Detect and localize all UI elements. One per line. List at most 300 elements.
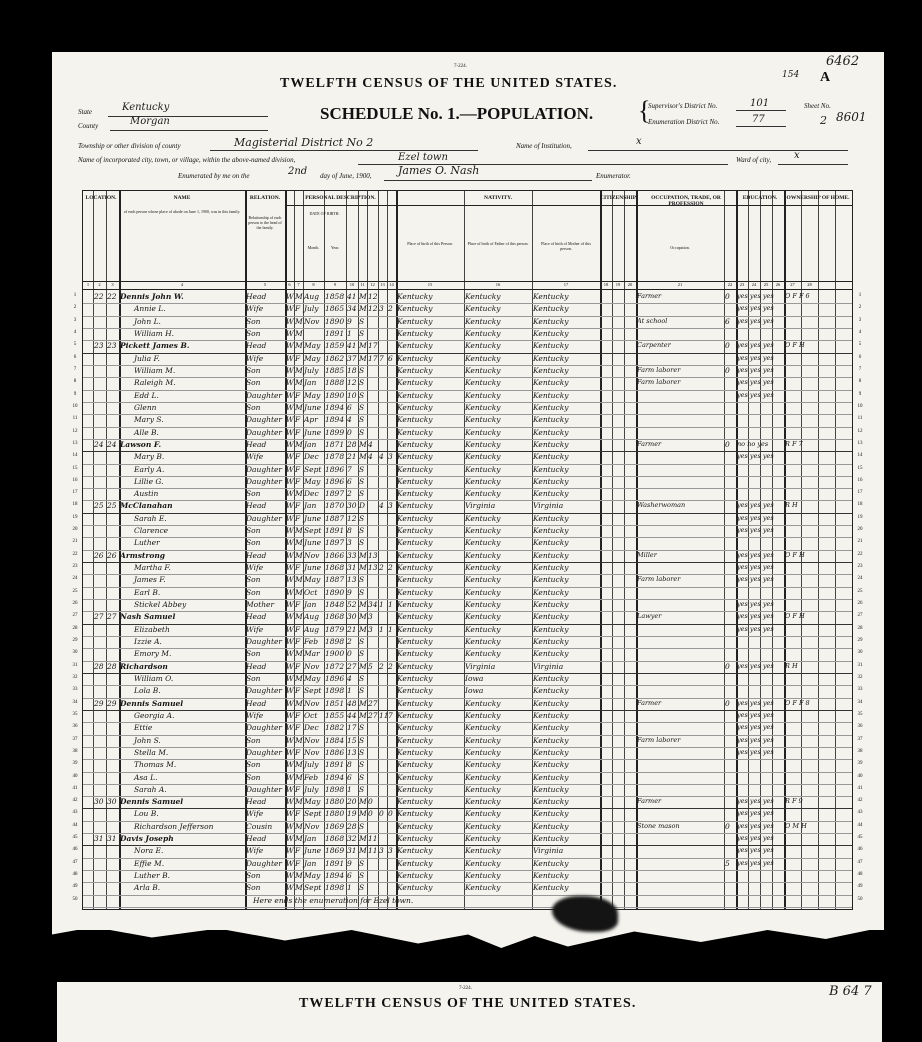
line-number-right: 31 — [857, 662, 863, 668]
birthplace-mother: Kentucky — [533, 489, 569, 499]
birthplace-person: Kentucky — [397, 587, 433, 597]
birth-month: Dec — [304, 723, 319, 733]
line-number-right: 23 — [857, 564, 863, 569]
color: W — [286, 883, 294, 893]
occupation: Farmer — [637, 439, 662, 448]
line-number-right: 13 — [857, 440, 863, 446]
birth-year: 1897 — [325, 489, 345, 499]
column-number: 15 — [427, 282, 433, 287]
marital-status: S — [359, 476, 365, 486]
birth-month: Nov — [304, 821, 320, 831]
sex: M — [295, 526, 303, 536]
birthplace-father: Kentucky — [465, 415, 501, 425]
occupation: Washerwoman — [637, 501, 686, 510]
color: W — [286, 353, 294, 363]
color: W — [286, 489, 294, 499]
line-number-right: 1 — [858, 293, 862, 298]
sex: M — [295, 649, 303, 659]
birth-month: July — [304, 304, 319, 314]
birthplace-father: Kentucky — [465, 600, 501, 609]
relation: Son — [246, 378, 261, 388]
birth-month: Jan — [304, 439, 317, 449]
birthplace-father: Kentucky — [465, 637, 501, 646]
column-subheader: Place of birth of Father of this person. — [467, 241, 529, 246]
birthplace-person: Kentucky — [397, 575, 433, 585]
birthplace-father: Kentucky — [465, 378, 501, 388]
birth-month: July — [304, 365, 319, 375]
birth-month: Mar — [304, 649, 320, 659]
birthplace-mother: Kentucky — [533, 563, 569, 572]
birthplace-father: Kentucky — [465, 526, 501, 536]
age: 30 — [347, 612, 357, 622]
person-name: John L. — [134, 316, 161, 326]
person-name: William O. — [134, 673, 174, 683]
age: 6 — [347, 871, 352, 880]
birth-month: Aug — [304, 624, 320, 634]
birthplace-mother: Kentucky — [533, 365, 569, 375]
birthplace-mother: Kentucky — [533, 809, 569, 819]
birthplace-person: Kentucky — [397, 316, 433, 326]
relation: Daughter — [246, 637, 282, 646]
marital-status: S — [359, 316, 365, 326]
birthplace-mother: Virginia — [533, 846, 564, 856]
line-number-right: 21 — [857, 539, 863, 545]
home-ownership: R F 9 — [785, 797, 803, 806]
line-number: 22 — [72, 551, 78, 557]
occupation: Lawyer — [637, 612, 662, 621]
line-number: 10 — [72, 403, 78, 409]
birth-year: 1862 — [325, 353, 345, 363]
color: W — [286, 735, 294, 745]
column-number: 19 — [615, 282, 621, 287]
sex: M — [295, 489, 303, 499]
marital-status: S — [359, 747, 365, 757]
years-married: 12 — [368, 304, 378, 314]
marital-status: M — [359, 341, 367, 351]
occupation: At school — [637, 316, 668, 325]
birth-year: 1878 — [325, 452, 345, 462]
occupation: Farm laborer — [637, 735, 681, 744]
line-number: 42 — [72, 798, 78, 804]
home-ownership: O F H — [785, 550, 805, 559]
column-group-header: RELATION. — [249, 195, 281, 201]
line-number-right: 29 — [857, 638, 863, 643]
sex: M — [295, 402, 303, 412]
line-number: 17 — [72, 490, 78, 496]
line-number: 27 — [72, 613, 78, 619]
birth-year: 1898 — [325, 784, 345, 794]
sex: F — [295, 747, 301, 757]
line-number: 25 — [72, 588, 78, 594]
person-name: William M. — [134, 365, 176, 375]
occupation: Farm laborer — [637, 378, 681, 387]
birthplace-person: Kentucky — [397, 501, 433, 511]
dwelling-number: 23 — [94, 341, 104, 351]
line-number-right: 34 — [857, 699, 863, 705]
color: W — [286, 341, 294, 351]
birthplace-mother: Kentucky — [533, 821, 569, 831]
color: W — [286, 390, 294, 400]
line-number: 47 — [72, 859, 78, 865]
dwelling-number: 26 — [94, 550, 104, 560]
marital-status: S — [359, 365, 365, 375]
relation: Son — [246, 316, 261, 326]
birth-year: 1868 — [325, 834, 345, 844]
birthplace-person: Kentucky — [397, 365, 433, 375]
birthplace-person: Kentucky — [397, 735, 433, 745]
marital-status: M — [359, 452, 367, 462]
family-number: 25 — [107, 501, 117, 511]
incorporated-label: Name of incorporated city, town, or village, within the above-named division, — [78, 156, 296, 164]
home-ownership: O F H — [785, 341, 805, 350]
line-number-right: 26 — [857, 601, 863, 606]
birth-month: Aug — [304, 292, 320, 301]
line-number: 46 — [72, 847, 78, 853]
birth-year: 1868 — [325, 563, 345, 572]
dwelling-number: 27 — [94, 612, 104, 622]
age: 18 — [347, 365, 357, 375]
color: W — [286, 698, 294, 708]
marital-status: M — [359, 834, 367, 844]
occupation: Farmer — [637, 292, 662, 300]
person-name: Early A. — [134, 464, 165, 474]
line-number: 28 — [72, 625, 78, 631]
years-married: 27 — [368, 698, 378, 708]
relation: Son — [246, 526, 261, 536]
birthplace-father: Kentucky — [465, 402, 501, 412]
birthplace-father: Kentucky — [465, 538, 501, 548]
column-group-header: PERSONAL DESCRIPTION. — [305, 195, 376, 201]
birth-month: Jan — [304, 858, 317, 868]
marital-status: S — [359, 649, 365, 659]
color: W — [286, 476, 294, 486]
birthplace-person: Kentucky — [397, 612, 433, 622]
birth-year: 1848 — [325, 600, 345, 609]
birthplace-father: Kentucky — [465, 612, 501, 622]
line-number-right: 44 — [857, 822, 863, 828]
occupation: Carpenter — [637, 341, 671, 350]
birthplace-mother: Kentucky — [533, 784, 569, 794]
sex: F — [295, 464, 301, 474]
birth-month: June — [304, 513, 322, 523]
birthplace-mother: Kentucky — [533, 772, 569, 782]
color: W — [286, 600, 294, 609]
birth-year: 1865 — [325, 304, 345, 314]
children-living: 2 — [388, 661, 393, 671]
enumeration-end-note: Here ends the enumeration for Ezel town. — [253, 895, 414, 905]
children-living: 3 — [388, 846, 393, 856]
age: 21 — [347, 452, 357, 462]
family-number: 28 — [107, 661, 117, 671]
relation: Daughter — [246, 390, 282, 400]
line-number: 18 — [72, 502, 78, 508]
birthplace-mother: Kentucky — [533, 587, 569, 597]
birth-month: Apr — [304, 415, 318, 425]
birth-year: 1869 — [325, 846, 345, 856]
color: W — [286, 587, 294, 597]
column-number: 8 — [312, 282, 315, 287]
birthplace-person: Kentucky — [397, 402, 433, 412]
relation: Cousin — [246, 821, 273, 831]
age: 9 — [347, 858, 352, 868]
birth-month: Nov — [304, 747, 320, 757]
birthplace-person: Kentucky — [397, 871, 433, 880]
sex: F — [295, 353, 301, 363]
birthplace-person: Kentucky — [397, 649, 433, 659]
person-name: Dennis Samuel — [120, 797, 184, 807]
person-name: Edd L. — [134, 390, 159, 400]
education: yes yes yes — [737, 612, 774, 621]
birthplace-father: Kentucky — [465, 747, 501, 757]
age: 28 — [347, 821, 357, 831]
birth-year: 1870 — [325, 501, 345, 511]
column-number: 6 — [288, 282, 291, 287]
column-number: 2 — [98, 282, 101, 287]
line-number: 34 — [72, 699, 78, 705]
color: W — [286, 501, 294, 511]
column-number: 26 — [775, 282, 781, 287]
color: W — [286, 365, 294, 375]
birthplace-person: Kentucky — [397, 550, 433, 560]
person-name: Pickett James B. — [120, 341, 190, 351]
header-rule — [285, 205, 852, 206]
column-number: 21 — [677, 282, 683, 287]
sex: F — [295, 637, 301, 646]
enumerator-label: Enumerator. — [596, 172, 631, 180]
birth-month: Jan — [304, 378, 317, 388]
birthplace-person: Kentucky — [397, 834, 433, 844]
birthplace-mother: Kentucky — [533, 575, 569, 585]
sex: F — [295, 784, 301, 794]
age: 10 — [347, 390, 357, 400]
sex: M — [295, 760, 303, 770]
birthplace-mother: Kentucky — [533, 402, 569, 412]
relation: Wife — [246, 809, 264, 819]
birth-year: 1890 — [325, 587, 345, 597]
birthplace-person: Kentucky — [397, 883, 433, 893]
line-number: 20 — [72, 527, 78, 533]
institution-value: x — [636, 136, 642, 147]
column-number: 12 — [370, 282, 375, 287]
birth-month: Jan — [304, 834, 317, 844]
age: 32 — [347, 834, 357, 844]
months-unemployed: 0 — [725, 439, 730, 449]
age: 9 — [347, 316, 352, 326]
children-born: 3 — [379, 304, 384, 314]
birth-year: 1900 — [325, 649, 345, 659]
column-subheader: DATE OF BIRTH. — [309, 211, 340, 216]
column-number: 24 — [751, 282, 757, 287]
birth-month: June — [304, 427, 322, 437]
line-number-right: 10 — [857, 403, 863, 409]
education: yes yes yes — [737, 797, 774, 806]
state-value: Kentucky — [122, 102, 170, 113]
age: 0 — [347, 649, 352, 659]
occupation: Farmer — [637, 698, 662, 707]
birth-month: Sept — [304, 526, 322, 536]
color: W — [286, 427, 294, 437]
education: yes yes yes — [737, 723, 774, 732]
census-sheet: 7-224. TWELFTH CENSUS OF THE UNITED STATES. 154 A 6462 State Kentucky County Morgan SCHEDULE No. 1.—POPULATION. { Supervisor's District No. 101 Enumeration District No. 77 Sheet No. 2 8601 Township or other division of county Magisterial District No 2 Name of Institution, x Name of incorporated city, town, or village, within the above-named division, Ezel town Ward of city, x Enumerated by me on the 2nd day of June, 1900, James O. Nash Enumerator. LOCATION. NAME RELATION. PERSONAL DESCRIPTION. NATIVITY. CITIZENSHIP. OCCUPATION, TRADE, OR PROFESSION EDUCATION. OWNERSHIP OF HOME. of each person whose place of abode on June 1, 1900, was in this family. Relationship of each person to the head of the family. DATE OF BIRTH. Month. Year. Place of birth of this Person. Place of birth of Father of this person. Place of birth of Mother of this person. Occupation. 1 2 3 4 5 6 7 8 9 10 11 12 13 14 15 16 17 18 19 20 21 22 23 24 25 26 27 28 1 1 22 22 Dennis John W. Head W M Aug 1858 41 M 12 Kentucky Kentucky Kentucky Farmer 0 yes yes yes O F F 6 2 2 Annie L. Wife W F July 1865 34 M 12 3 2 Kentucky Kentucky Kentucky yes yes yes 3 3 John L. Son W M Nov 1890 9 S Kentucky Kentucky Kentucky At school 6 yes yes yes 4 4 William H. Son W M 1891 1 S Kentucky Kentucky Kentucky 5 5 23 23 Pickett James B. Head W M May 1859 41 M 17 Kentucky Kentucky Kentucky Carpenter 0 yes yes yes O F H 6 6 Julia F. Wife W F May 1862 37 M 17 7 6 Kentucky Kentucky Kentucky yes yes yes 7 7 William M. Son W M July 1885 18 S Kentucky Kentucky Kentucky Farm laborer 0 yes yes yes 8 8 Raleigh M. Son W M Jan 1888 12 S Kentucky Kentucky Kentucky Farm laborer yes yes yes 9 9 Edd L. Daughter W F May 1890 10 S Kentucky Kentucky Kentucky yes yes yes 10 10 Glenn Son W M June 1894 6 S Kentucky Kentucky Kentucky 11 11 Mary S. Daughter W F Apr 1894 4 S Kentucky Kentucky Kentucky 12 12 Alle B. Daughter W F June 1899 0 S Kentucky Kentucky Kentucky 13 13 24 24 Lawson F. Head W M Jan 1871 28 M 4 Kentucky Kentucky Kentucky Farmer 0 no no yes R F 7 14 14 Mary B. Wife W F Dec 1878 21 M 4 4 3 Kentucky Kentucky Kentucky yes yes yes 15 15 Early A. Daughter W F Sept 1896 7 S Kentucky Kentucky Kentucky 16 16 Lillie G. Daughter W F May 1896 6 S Kentucky Kentucky Kentucky 17 17 Austin Son W M Dec 1897 2 S Kentucky Kentucky Kentucky 18 18 25 25 McClanahan Head W F Jan 1870 30 D 4 3 Kentucky Virginia Virginia Washerwoman yes yes yes R H 19 19 Sarah E. Daughter W F June 1887 12 S Kentucky Kentucky Kentucky yes yes yes 20 20 Clarence Son W M Sept 1891 8 S Kentucky Kentucky Kentucky yes yes yes 21 21 Luther Son W M June 1897 3 S Kentucky Kentucky Kentucky 22 22 26 26 Armstrong Head W M Nov 1866 33 M 13 Kentucky Kentucky Kentucky Miller yes yes yes O F H 23 23 Martha F. Wife W F June 1868 31 M 13 2 2 Kentucky Kentucky Kentucky yes yes yes 24 24 James F. Son W M May 1887 13 S Kentucky Kentucky Kentucky Farm laborer yes yes yes 25 25 Earl B. Son W M Oct 1890 9 S Kentucky Kentucky Kentucky 26 26 Stickel Abbey Mother W F Jan 1848 52 M 34 1 1 Kentucky Kentucky Kentucky yes yes yes 27 27 27 27 Nash Samuel Head W M Aug 1868 30 M 3 Kentucky Kentucky Kentucky Lawyer yes yes yes O F H 28 28 Elizabeth Wife W F Aug 1879 21 M 3 1 1 Kentucky Kentucky Kentucky yes yes yes 29 29 Izzie A. Daughter W F Feb 1898 2 S Kentucky Kentucky Kentucky 30 30 Emory M. Son W M Mar 1900 0 S Kentucky Kentucky Kentucky 31 31 28 28 Richardson Head W F Nov 1872 27 M 5 2 2 Kentucky Virginia Virginia 0 yes yes yes R H 32 32 William O. Son W M May 1896 4 S Kentucky Iowa Kentucky 33 33 Lola B. Daughter W F Sept 1898 1 S Kentucky Iowa Kentucky 34 34 29 29 Dennis Samuel Head W M Nov 1851 48 M 27 Kentucky Kentucky Kentucky Farmer 0 yes yes yes O F F 8 35 35 Georgia A. Wife W F Oct 1855 44 M 27 11 7 Kentucky Kentucky Kentucky yes yes yes 36 36 Ettie Daughter W F Dec 1882 17 S Kentucky Kentucky Kentucky yes yes yes 37 37 John S. Son W M Nov 1884 15 S Kentucky Kentucky Kentucky Farm laborer yes yes yes 38 38 Stella M. Daughter W F Nov 1886 13 S Kentucky Kentucky Kentucky yes yes yes 39 39 Thomas M. Son W M July 1891 8 S Kentucky Kentucky Kentucky 40 40 Asa L. Son W M Feb 1894 6 S Kentucky Kentucky Kentucky 41 41 Sarah A. Daughter W F July 1898 1 S Kentucky Kentucky Kentucky 42 42 30 30 Dennis Samuel Head W M May 1880 20 M 0 Kentucky Kentucky Kentucky Farmer yes yes yes R F 9 43 43 Lou B. Wife W F Sept 1880 19 M 0 0 0 Kentucky Kentucky Kentucky yes yes yes 44 44 Richardson Jefferson Cousin W M Nov 1869 28 S Kentucky Kentucky Kentucky Stone mason 0 yes yes yes O M H 45 45 31 31 Davis Joseph Head W M Jan 1868 32 M 11 Kentucky Kentucky Kentucky yes yes yes 46 46 Nora E. Wife W F June 1869 31 M 11 3 3 Kentucky Kentucky Virginia yes yes yes 47 47 Effie M. Daughter W F Jan 1891 9 S Kentucky Kentucky Kentucky 5 yes yes yes 48 48 Luther B. Son W M May 1894 6 S Kentucky Kentucky Kentucky 49 49 Arla B. Son W M Sept 1898 1 S Kentucky Kentucky Kentucky 50 50 Here ends the enumeration for Ezel town. — [52, 52, 884, 930]
family-number: 29 — [107, 698, 117, 708]
person-name: William H. — [134, 329, 175, 338]
education: yes yes yes — [737, 747, 774, 756]
column-number: 25 — [763, 282, 769, 287]
sex: M — [295, 871, 303, 880]
person-name: Nora E. — [134, 846, 164, 856]
person-name: Clarence — [134, 526, 169, 536]
birth-month: Sept — [304, 883, 322, 893]
color: W — [286, 797, 294, 807]
sex: F — [295, 723, 301, 733]
color: W — [286, 624, 294, 634]
birthplace-mother: Kentucky — [533, 834, 569, 844]
birthplace-person: Kentucky — [397, 415, 433, 425]
marital-status: S — [359, 526, 365, 536]
education: yes yes yes — [737, 341, 774, 350]
birthplace-father: Kentucky — [465, 390, 501, 400]
relation: Head — [246, 698, 267, 708]
marital-status: M — [359, 292, 367, 301]
color: W — [286, 637, 294, 646]
line-number: 13 — [72, 440, 78, 446]
marital-status: S — [359, 415, 365, 425]
relation: Son — [246, 538, 261, 548]
relation: Son — [246, 883, 261, 893]
relation: Wife — [246, 353, 264, 363]
age: 34 — [347, 304, 357, 314]
education: yes yes yes — [737, 292, 774, 300]
education: yes yes yes — [737, 661, 774, 670]
line-number: 6 — [73, 354, 77, 360]
age: 12 — [347, 513, 357, 523]
relation: Daughter — [246, 747, 282, 757]
birthplace-person: Kentucky — [397, 489, 433, 499]
line-number-right: 49 — [857, 884, 863, 890]
birthplace-father: Kentucky — [465, 698, 501, 708]
birthplace-father: Kentucky — [465, 292, 501, 301]
months-unemployed: 0 — [725, 292, 730, 301]
birthplace-person: Kentucky — [397, 809, 433, 819]
birthplace-person: Kentucky — [397, 686, 433, 696]
color: W — [286, 402, 294, 412]
education: yes yes yes — [737, 304, 774, 313]
relation: Head — [246, 661, 267, 671]
person-name: Annie L. — [134, 304, 166, 314]
occupation: Farmer — [637, 797, 662, 806]
person-name: Effie M. — [134, 858, 165, 868]
enumerated-mid: day of June, 1900, — [320, 172, 372, 180]
birth-year: 1894 — [325, 871, 345, 880]
sex: F — [295, 427, 301, 437]
family-number: 31 — [107, 834, 117, 844]
color: W — [286, 858, 294, 868]
birthplace-father: Kentucky — [465, 513, 501, 523]
birthplace-mother: Kentucky — [533, 624, 569, 634]
birth-month: Sept — [304, 464, 322, 474]
children-living: 6 — [388, 353, 393, 363]
sex: M — [295, 341, 303, 351]
relation: Son — [246, 772, 261, 782]
column-number: 3 — [111, 282, 114, 287]
line-number: 33 — [72, 687, 78, 693]
sex: M — [295, 698, 303, 708]
age: 2 — [347, 637, 352, 646]
birthplace-person: Kentucky — [397, 710, 433, 720]
birthplace-mother: Kentucky — [533, 316, 569, 326]
sex: F — [295, 415, 301, 425]
birthplace-person: Kentucky — [397, 513, 433, 523]
column-number: 23 — [739, 282, 745, 287]
color: W — [286, 550, 294, 560]
relation: Daughter — [246, 513, 282, 523]
torn-edge — [52, 918, 884, 948]
birth-year: 1894 — [325, 772, 345, 782]
birth-month: July — [304, 760, 319, 770]
children-born: 3 — [379, 846, 384, 856]
line-number: 49 — [72, 884, 78, 890]
sex: M — [295, 883, 303, 893]
age: 6 — [347, 476, 352, 486]
education: yes yes yes — [737, 575, 774, 584]
marital-status: M — [359, 698, 367, 708]
line-number: 1 — [73, 293, 77, 298]
corner-number: 6462 — [826, 54, 860, 69]
color: W — [286, 439, 294, 449]
column-number: 10 — [349, 282, 355, 287]
marital-status: M — [359, 550, 367, 560]
birthplace-person: Kentucky — [397, 538, 433, 548]
birthplace-mother: Kentucky — [533, 353, 569, 363]
education: yes yes yes — [737, 452, 774, 461]
birthplace-mother: Kentucky — [533, 341, 569, 351]
birth-month: Feb — [304, 637, 319, 646]
next-corner-number: B 64 7 — [829, 984, 872, 999]
birthplace-mother: Kentucky — [533, 760, 569, 770]
person-name: Elizabeth — [134, 624, 170, 634]
marital-status: S — [359, 489, 365, 499]
relation: Daughter — [246, 464, 282, 474]
person-name: Luther B. — [134, 871, 170, 880]
age: 31 — [347, 563, 357, 572]
person-name: Stella M. — [134, 747, 169, 757]
dwelling-number: 29 — [94, 698, 104, 708]
enumerated-prefix: Enumerated by me on the — [178, 172, 250, 180]
person-name: Nash Samuel — [120, 612, 176, 622]
line-number: 29 — [72, 638, 78, 643]
line-number-right: 30 — [857, 650, 863, 656]
enumerator-name: James O. Nash — [398, 164, 480, 177]
sex: M — [295, 329, 303, 338]
age: 15 — [347, 735, 357, 745]
relation: Head — [246, 439, 267, 449]
birthplace-person: Kentucky — [397, 846, 433, 856]
line-number-right: 8 — [858, 379, 862, 385]
relation: Head — [246, 612, 267, 622]
relation: Daughter — [246, 686, 282, 696]
birthplace-person: Kentucky — [397, 772, 433, 782]
birthplace-mother: Virginia — [533, 501, 564, 511]
birthplace-father: Kentucky — [465, 316, 501, 326]
marital-status: S — [359, 378, 365, 388]
color: W — [286, 784, 294, 794]
relation: Son — [246, 489, 261, 499]
line-number: 2 — [73, 305, 77, 311]
age: 2 — [347, 489, 352, 499]
birthplace-mother: Kentucky — [533, 797, 569, 807]
column-subheader: Place of birth of this Person. — [407, 241, 453, 246]
person-name: Raleigh M. — [134, 378, 176, 388]
